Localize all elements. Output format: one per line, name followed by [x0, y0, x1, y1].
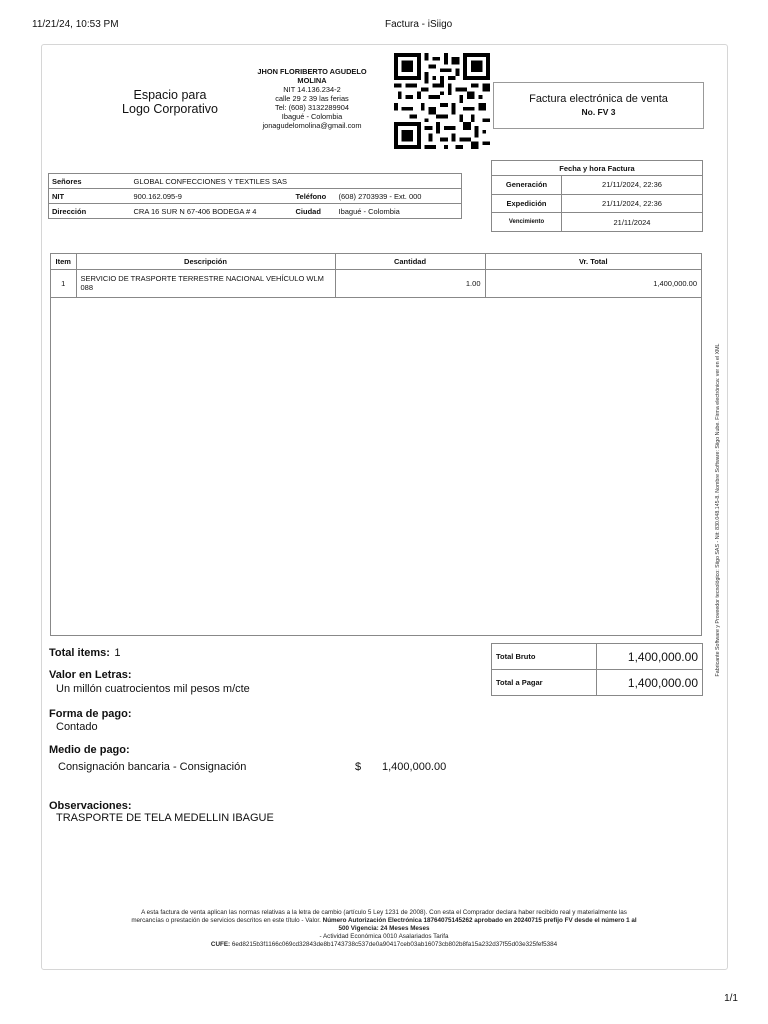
footer-line1: A esta factura de venta aplican las normas relativas a la letra de cambio (artículo 5 Ley 1231 de 2008). Con esta el Comprador declara haber recibido real y materialmente las: [141, 909, 627, 916]
date-issue-value: 21/11/2024, 22:36: [562, 194, 703, 213]
issuer-city: Ibagué - Colombia: [281, 112, 343, 121]
qr-code: [394, 52, 490, 150]
client-info-table: [48, 173, 462, 219]
logo-placeholder: [110, 88, 230, 116]
client-nit-label: NIT: [49, 189, 131, 204]
invoice-title-box: [493, 82, 704, 129]
amount-due-value: 1,400,000.00: [597, 670, 703, 696]
row-item: 1: [51, 269, 76, 297]
page-number: 1/1: [724, 993, 738, 1004]
invoice-dates-table: [491, 160, 703, 232]
invoice-type: Factura electrónica de venta: [529, 93, 668, 105]
row-total: 1,400,000.00: [485, 269, 701, 297]
software-provider-note: [713, 300, 723, 720]
payment-method-label: Medio de pago:: [49, 744, 130, 756]
gross-total-label: Total Bruto: [492, 644, 597, 670]
client-phone: (608) 2703939 - Ext. 000: [336, 189, 462, 204]
payment-method-value: Consignación bancaria - Consignación: [58, 761, 247, 773]
issuer-nit: NIT 14.136.234-2: [283, 85, 341, 94]
software-provider-text: Fabricante Software y Proveedor tecnológico: Siigo SAS - Nit: 830.048.145-8. Nombre Software: Siigo Nube. Firma electrónica: ver en el XML: [715, 343, 721, 677]
words-value: Un millón cuatrocientos mil pesos m/cte: [56, 683, 250, 695]
client-phone-label: Teléfono: [293, 189, 336, 204]
words-label: Valor en Letras:: [49, 669, 132, 681]
print-datetime: 11/21/24, 10:53 PM: [32, 19, 119, 30]
client-city-label: Ciudad: [293, 204, 336, 219]
client-name-label: Señores: [49, 174, 131, 189]
payment-form-label: Forma de pago:: [49, 708, 132, 720]
issuer-name-line2: MOLINA: [297, 76, 327, 85]
date-generation-value: 21/11/2024, 22:36: [562, 176, 703, 195]
date-issue-label: Expedición: [492, 194, 562, 213]
footer-activity: - Actividad Económica 0010 Asalariados Tarifa: [319, 933, 449, 940]
items-table: [50, 253, 702, 636]
payment-form-value: Contado: [56, 721, 98, 733]
col-total: Vr. Total: [485, 254, 701, 269]
col-quantity: Cantidad: [335, 254, 485, 269]
date-due-value: 21/11/2024: [562, 213, 703, 232]
total-items-label: Total items:: [49, 647, 110, 659]
date-generation-label: Generación: [492, 176, 562, 195]
total-items-value: 1: [114, 647, 121, 659]
cufe-label: CUFE:: [210, 941, 231, 948]
row-quantity: 1.00: [335, 269, 485, 297]
total-items: [49, 643, 121, 661]
client-city: Ibagué - Colombia: [336, 204, 462, 219]
invoice-number: No. FV 3: [581, 107, 616, 117]
client-name: GLOBAL CONFECCIONES Y TEXTILES SAS: [131, 174, 462, 189]
logo-placeholder-line2: Logo Corporativo: [122, 102, 218, 116]
legal-footer: [58, 909, 710, 949]
issuer-info: [248, 67, 376, 130]
print-page-title: Factura - iSiigo: [385, 19, 453, 30]
issuer-phone: Tel: (608) 3132289904: [275, 103, 349, 112]
footer-line2: mercancías o prestación de servicios descritos en este título - Valor.: [131, 917, 321, 924]
observations-value: TRASPORTE DE TELA MEDELLIN IBAGUE: [56, 812, 274, 824]
date-due-label: Vencimiento: [492, 213, 562, 232]
client-address-label: Dirección: [49, 204, 131, 219]
table-row: [51, 269, 701, 297]
dates-header: Fecha y hora Factura: [492, 161, 703, 176]
totals-table: [491, 643, 703, 696]
issuer-email: jonagudelomolina@gmail.com: [262, 121, 362, 130]
col-item: Item: [51, 254, 76, 269]
issuer-address: calle 29 2 39 las ferias: [275, 94, 349, 103]
payment-currency: $: [355, 761, 362, 773]
cufe-value: 6ed8215b3f1166c069cd32843de8b1743738c537de0a90417ceb03ab16073cb802b8fa15a232d37f55d03e325fef5384: [231, 941, 558, 948]
client-nit: 900.162.095-9: [131, 189, 293, 204]
gross-total-value: 1,400,000.00: [597, 644, 703, 670]
client-address: CRA 16 SUR N 67-406 BODEGA # 4: [131, 204, 293, 219]
col-description: Descripción: [76, 254, 335, 269]
logo-placeholder-line1: Espacio para: [133, 88, 207, 102]
footer-validity: 500 Vigencia: 24 Meses Meses: [338, 925, 430, 932]
issuer-name-line1: JHON FLORIBERTO AGUDELO: [257, 67, 367, 76]
row-description: SERVICIO DE TRASPORTE TERRESTRE NACIONAL VEHÍCULO WLM 088: [76, 269, 335, 297]
amount-due-label: Total a Pagar: [492, 670, 597, 696]
payment-amount: 1,400,000.00: [382, 761, 447, 773]
footer-authorization: Número Autorización Electrónica 18764075145262 aprobado en 20240715 prefijo FV desde el número 1 al: [322, 917, 637, 924]
observations-label: Observaciones:: [49, 800, 132, 812]
